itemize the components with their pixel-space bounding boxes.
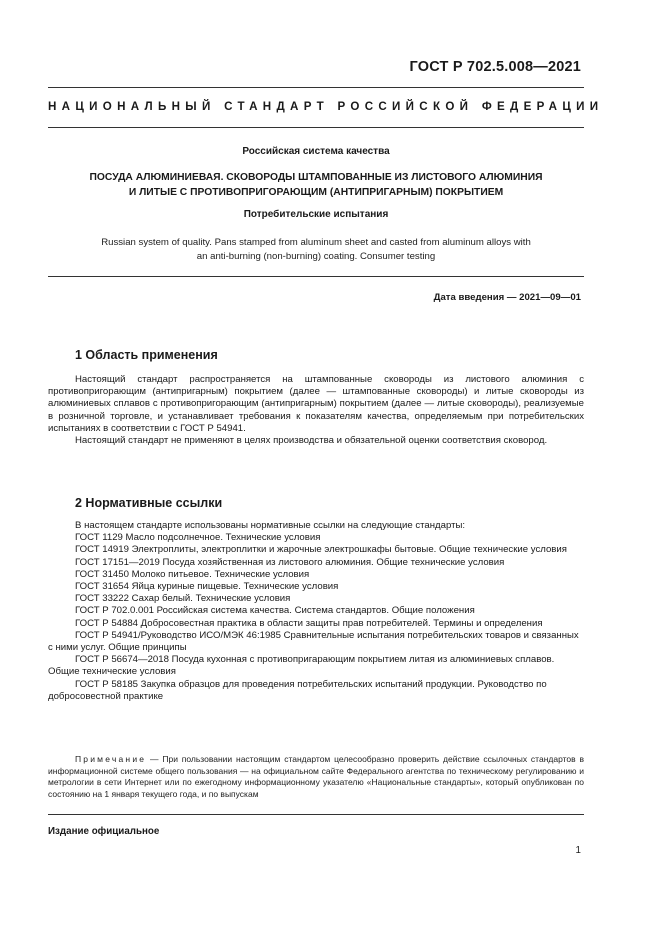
footer-rule <box>48 814 584 815</box>
header-rule-top <box>48 87 584 88</box>
series-title: Российская система качества <box>242 146 390 157</box>
main-title <box>48 170 584 200</box>
section-1-paragraph-1: Настоящий стандарт распространяется на штампованные сковороды из листового алюминия с противопригорающим (антипригарным) покрытием (далее — штампованные сковороды) и литые сковороды из алюминиевых сплавов с противопригорающим (антипригарным) покрытием (далее — литые сковороды), реализуемые в розничной торговле, и устанавливает требования к показателям качества, определяемым при потребительских испытаниях в соответствии с ГОСТ Р 54941. <box>48 374 584 434</box>
references-intro: В настоящем стандарте использованы нормативные ссылки на следующие стандарты: <box>75 520 466 531</box>
page-number: 1 <box>575 845 581 856</box>
reference-item: ГОСТ 31654 Яйца куриные пищевые. Технические условия <box>75 581 339 593</box>
reference-item: ГОСТ Р 54941/Руководство ИСО/МЭК 46:1985 Сравнительные испытания потребительских товаров и связанных с ними услуг. Общие принципы <box>48 629 579 654</box>
standard-title: НАЦИОНАЛЬНЫЙ СТАНДАРТ РОССИЙСКОЙ ФЕДЕРАЦИИ <box>48 100 604 113</box>
note-text: — При пользовании настоящим стандартом целесообразно проверить действие ссылочных стандартов в информационной системе общего пользования — на официальном сайте Федерального агентства по техническому регулированию и метрологии в сети Интернет или по ежегодному информационному указателю «Национальные стандарты», который опубликован по состоянию на 1 января текущего года, и по выпускам <box>48 754 584 799</box>
main-title-line-1: ПОСУДА АЛЮМИНИЕВАЯ. СКОВОРОДЫ ШТАМПОВАННЫЕ ИЗ ЛИСТОВОГО АЛЮМИНИЯ <box>89 172 543 183</box>
introduction-date: Дата введения — 2021—09—01 <box>433 292 581 303</box>
note-paragraph <box>48 754 584 800</box>
section-1-body <box>48 374 584 447</box>
subtitle: Потребительские испытания <box>243 209 389 220</box>
reference-item: ГОСТ Р 702.0.001 Российская система качества. Система стандартов. Общие положения <box>75 605 475 617</box>
section-1-heading: 1 Область применения <box>75 348 218 362</box>
main-title-line-2: И ЛИТЫЕ С ПРОТИВОПРИГОРАЮЩИМ (АНТИПРИГАРНЫМ) ПОКРЫТИЕМ <box>128 187 504 198</box>
reference-item: ГОСТ 33222 Сахар белый. Технические условия <box>75 593 291 605</box>
document-code: ГОСТ Р 702.5.008—2021 <box>409 59 581 75</box>
edition-label: Издание официальное <box>48 826 160 837</box>
english-title-line-2: an anti-burning (non-burning) coating. Consumer testing <box>196 251 436 262</box>
references-list <box>48 520 584 703</box>
reference-item: ГОСТ 1129 Масло подсолнечное. Технические условия <box>75 532 321 544</box>
references-note <box>48 754 584 800</box>
reference-item: ГОСТ Р 56674—2018 Посуда кухонная с противопригарающим покрытием литая из алюминиевых сплавов. Общие технические условия <box>48 654 555 678</box>
reference-item: ГОСТ Р 54884 Добросовестная практика в области защиты прав потребителей. Термины и определения <box>75 617 543 629</box>
reference-item: ГОСТ 31450 Молоко питьевое. Технические условия <box>75 568 310 580</box>
section-1-paragraph-2: Настоящий стандарт не применяют в целях производства и обязательной оценки соответствия сковород. <box>75 435 548 447</box>
english-title <box>48 236 584 264</box>
title-block-rule <box>48 276 584 277</box>
note-label: Примечание <box>75 754 147 764</box>
reference-item: ГОСТ Р 58185 Закупка образцов для проведения потребительских испытаний продукции. Руководство по добросовестной практике <box>48 678 547 702</box>
section-2-heading: 2 Нормативные ссылки <box>75 496 223 510</box>
english-title-line-1: Russian system of quality. Pans stamped from aluminum sheet and casted from aluminum alloys with <box>101 237 531 248</box>
header-rule-bottom <box>48 127 584 128</box>
reference-item: ГОСТ 14919 Электроплиты, электроплитки и жарочные электрошкафы бытовые. Общие технические условия <box>75 544 567 556</box>
reference-item: ГОСТ 17151—2019 Посуда хозяйственная из листового алюминия. Общие технические условия <box>75 556 505 568</box>
